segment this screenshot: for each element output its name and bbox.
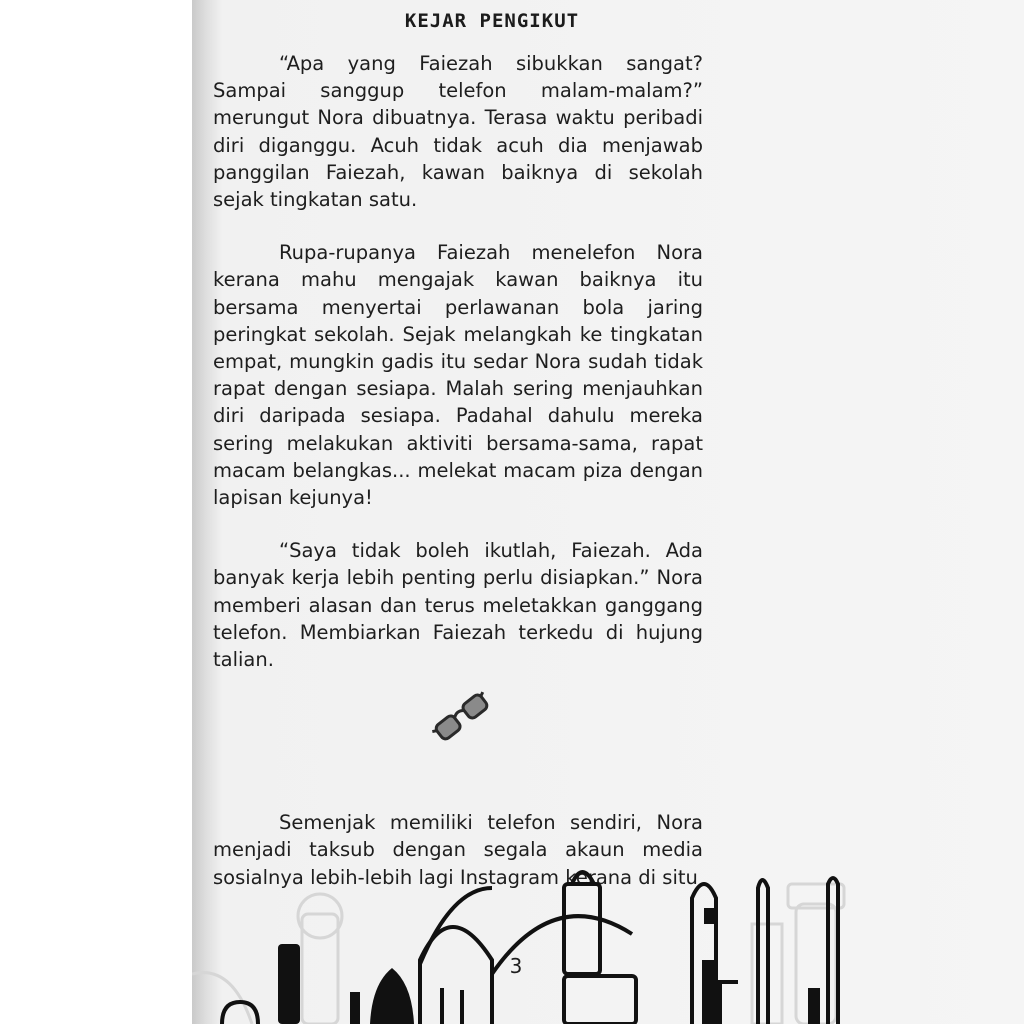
paragraph: “Apa yang Faiezah sibukkan sangat? Sampai sanggup telefon malam-malam?” merungut Nora dibuatnya. Terasa waktu peribadi diri diganggu. Acuh tidak acuh dia menjawab panggilan Faiezah, kawan baiknya di sekolah sejak tingkatan satu. — [213, 52, 703, 212]
paragraph: Semenjak memiliki telefon sendiri, Nora menjadi taksub dengan segala akaun media sosialnya lebih-lebih lagi Instagram kerana di situ — [213, 811, 703, 889]
makeup-illustration — [192, 864, 1024, 1024]
paragraph: “Saya tidak boleh ikutlah, Faiezah. Ada banyak kerja lebih penting perlu disiapkan.” Nora memberi alasan dan terus meletakkan ganggang telefon. Membiarkan Faiezah terkedu di hujung talian. — [213, 539, 703, 672]
page-number: 3 — [509, 954, 523, 978]
body-text — [213, 50, 703, 891]
book-page — [192, 0, 1024, 1024]
paragraph: Rupa-rupanya Faiezah menelefon Nora kerana mahu mengajak kawan baiknya itu bersama menyertai perlawanan bola jaring peringkat sekolah. Sejak melangkah ke tingkatan empat, mungkin gadis itu sedar Nora sudah tidak rapat dengan sesiapa. Malah sering menjauhkan diri daripada sesiapa. Padahal dahulu mereka sering melakukan aktiviti bersama-sama, rapat macam belangkas... melekat macam piza dengan lapisan kejunya! — [213, 241, 703, 510]
sunglasses-icon — [424, 682, 496, 748]
running-title: KEJAR PENGIKUT — [404, 10, 580, 32]
